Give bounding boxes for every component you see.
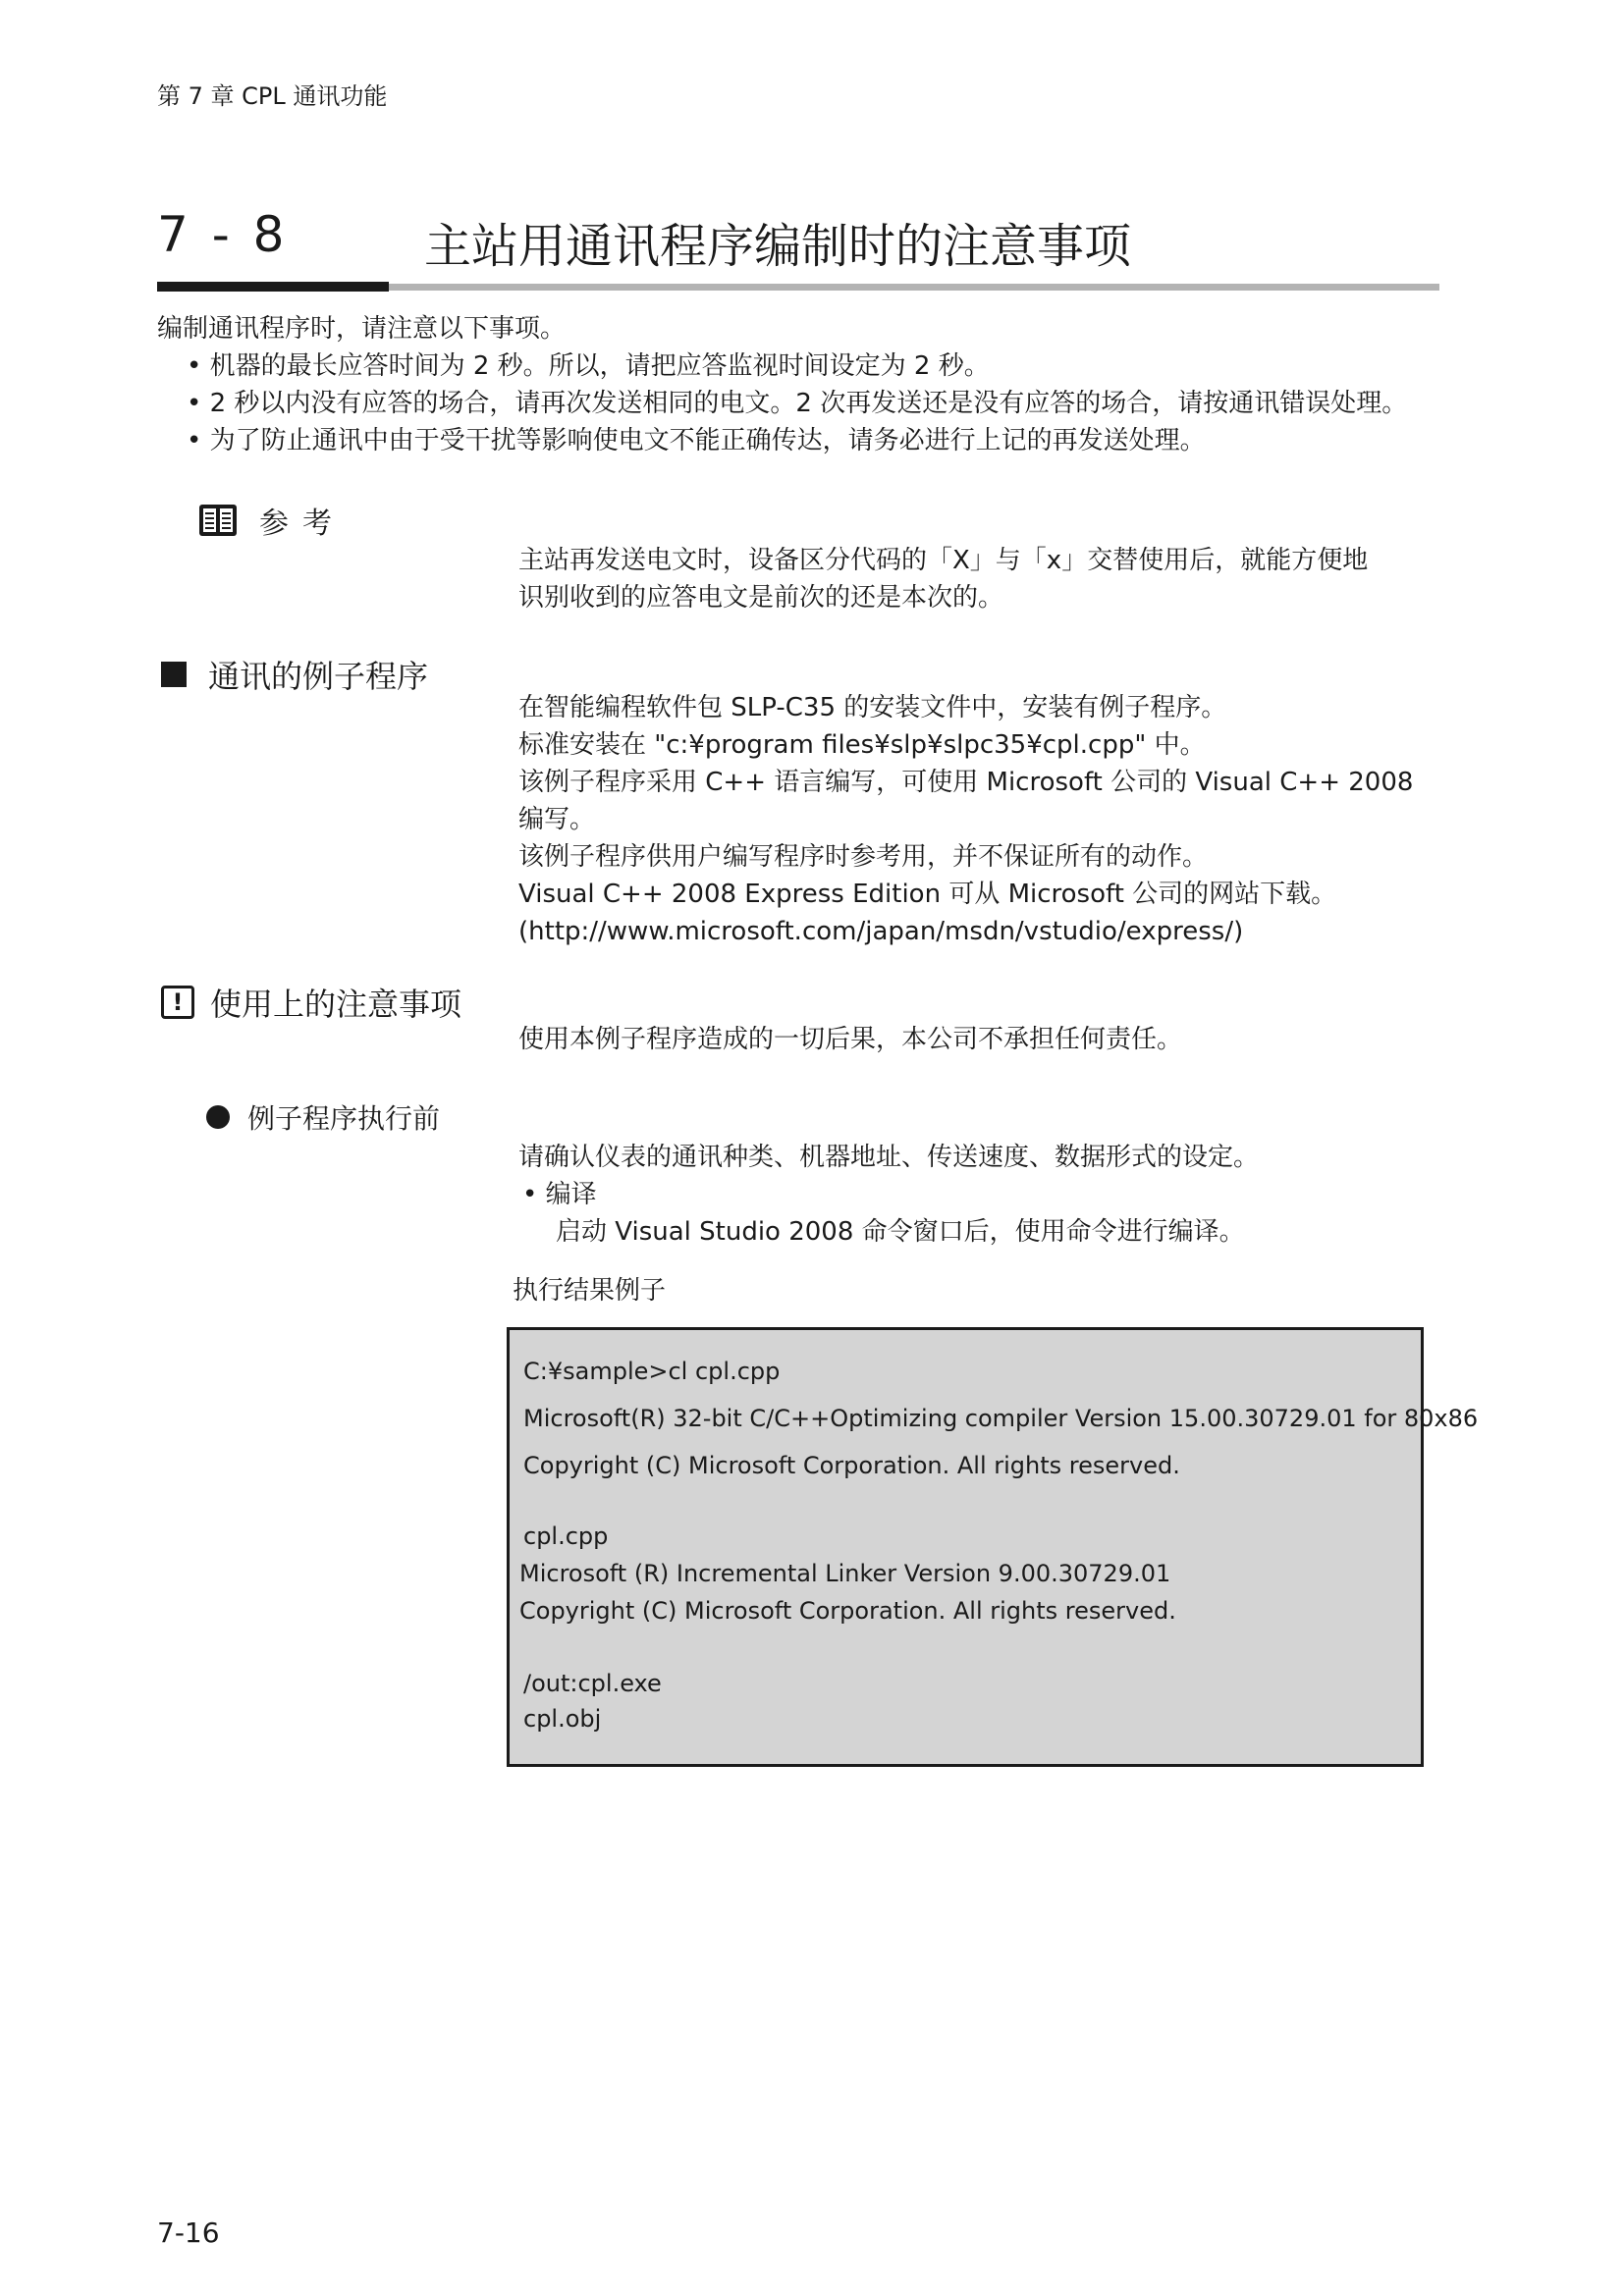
text-line: 编写。 [518, 805, 596, 834]
section-title: 主站用通讯程序编制时的注意事项 [424, 219, 1132, 274]
console-line: Copyright (C) Microsoft Corporation. All rights reserved. [523, 1452, 1180, 1479]
reference-label: 参考 [259, 507, 346, 541]
title-rule-gray [389, 284, 1439, 291]
text-line: (http://www.microsoft.com/japan/msdn/vstudio/express/) [518, 917, 1244, 946]
sample-text [518, 689, 1451, 950]
console-output-box [507, 1327, 1479, 1767]
book-icon [198, 503, 238, 538]
caution-heading-text: 使用上的注意事项 [210, 986, 462, 1023]
text-line: 该例子程序供用户编写程序时参考用，并不保证所有的动作。 [518, 842, 1209, 872]
before-text: 请确认仪表的通讯种类、机器地址、传送速度、数据形式的设定。 [518, 1143, 1260, 1172]
text-line: 标准安装在 "c:¥program files¥slp¥slpc35¥cpl.cpp" 中。 [518, 730, 1206, 760]
list-item: • 为了防止通讯中由于受干扰等影响使电文不能正确传达，请务必进行上记的再发送处理。 [187, 426, 1206, 455]
compile-description: 启动 Visual Studio 2008 命令窗口后，使用命令进行编译。 [556, 1217, 1245, 1247]
title-rule-dark [157, 282, 389, 292]
circle-bullet-icon [206, 1105, 230, 1129]
square-bullet-icon [161, 662, 187, 687]
before-heading-text: 例子程序执行前 [247, 1102, 441, 1135]
before-heading [206, 1097, 440, 1137]
reference-text [518, 542, 1441, 616]
text-line: 识别收到的应答电文是前次的还是本次的。 [518, 583, 1004, 613]
caution-heading [161, 980, 461, 1025]
console-line: cpl.obj [523, 1705, 602, 1733]
intro-text: 编制通讯程序时，请注意以下事项。 [157, 314, 567, 344]
reference-heading [198, 499, 346, 542]
page-number: 7-16 [157, 2216, 220, 2249]
text-line: 主站再发送电文时，设备区分代码的「X」与「x」交替使用后，就能方便地 [518, 546, 1369, 575]
console-line: Microsoft(R) 32-bit C/C++Optimizing compiler Version 15.00.30729.01 for 80x86 [523, 1405, 1479, 1432]
console-line: /out:cpl.exe [523, 1670, 662, 1697]
sample-heading-text: 通讯的例子程序 [208, 658, 429, 695]
console-line: cpl.cpp [523, 1522, 609, 1550]
text-line: 该例子程序采用 C++ 语言编写，可使用 Microsoft 公司的 Visual C++ 2008 [518, 768, 1414, 797]
section-number: 7 - 8 [157, 206, 289, 263]
exclamation-icon: ! [161, 986, 194, 1019]
text-line: Visual C++ 2008 Express Edition 可从 Microsoft 公司的网站下载。 [518, 880, 1337, 909]
compile-item: • 编译 [522, 1180, 597, 1209]
result-caption: 执行结果例子 [513, 1276, 667, 1306]
running-header: 第 7 章 CPL 通讯功能 [157, 82, 388, 110]
list-item: • 2 秒以内没有应答的场合，请再次发送相同的电文。2 次再发送还是没有应答的场合，请按通讯错误处理。 [187, 389, 1408, 418]
sample-heading [161, 652, 428, 697]
list-item: • 机器的最长应答时间为 2 秒。所以，请把应答监视时间设定为 2 秒。 [187, 351, 990, 381]
notes-list [187, 347, 1407, 459]
console-line: Copyright (C) Microsoft Corporation. All rights reserved. [519, 1597, 1176, 1625]
caution-text: 使用本例子程序造成的一切后果，本公司不承担任何责任。 [518, 1025, 1183, 1054]
text-line: 在智能编程软件包 SLP-C35 的安装文件中，安装有例子程序。 [518, 693, 1227, 722]
console-line: Microsoft (R) Incremental Linker Version 9.00.30729.01 [519, 1560, 1171, 1587]
console-line: C:¥sample>cl cpl.cpp [523, 1358, 781, 1385]
